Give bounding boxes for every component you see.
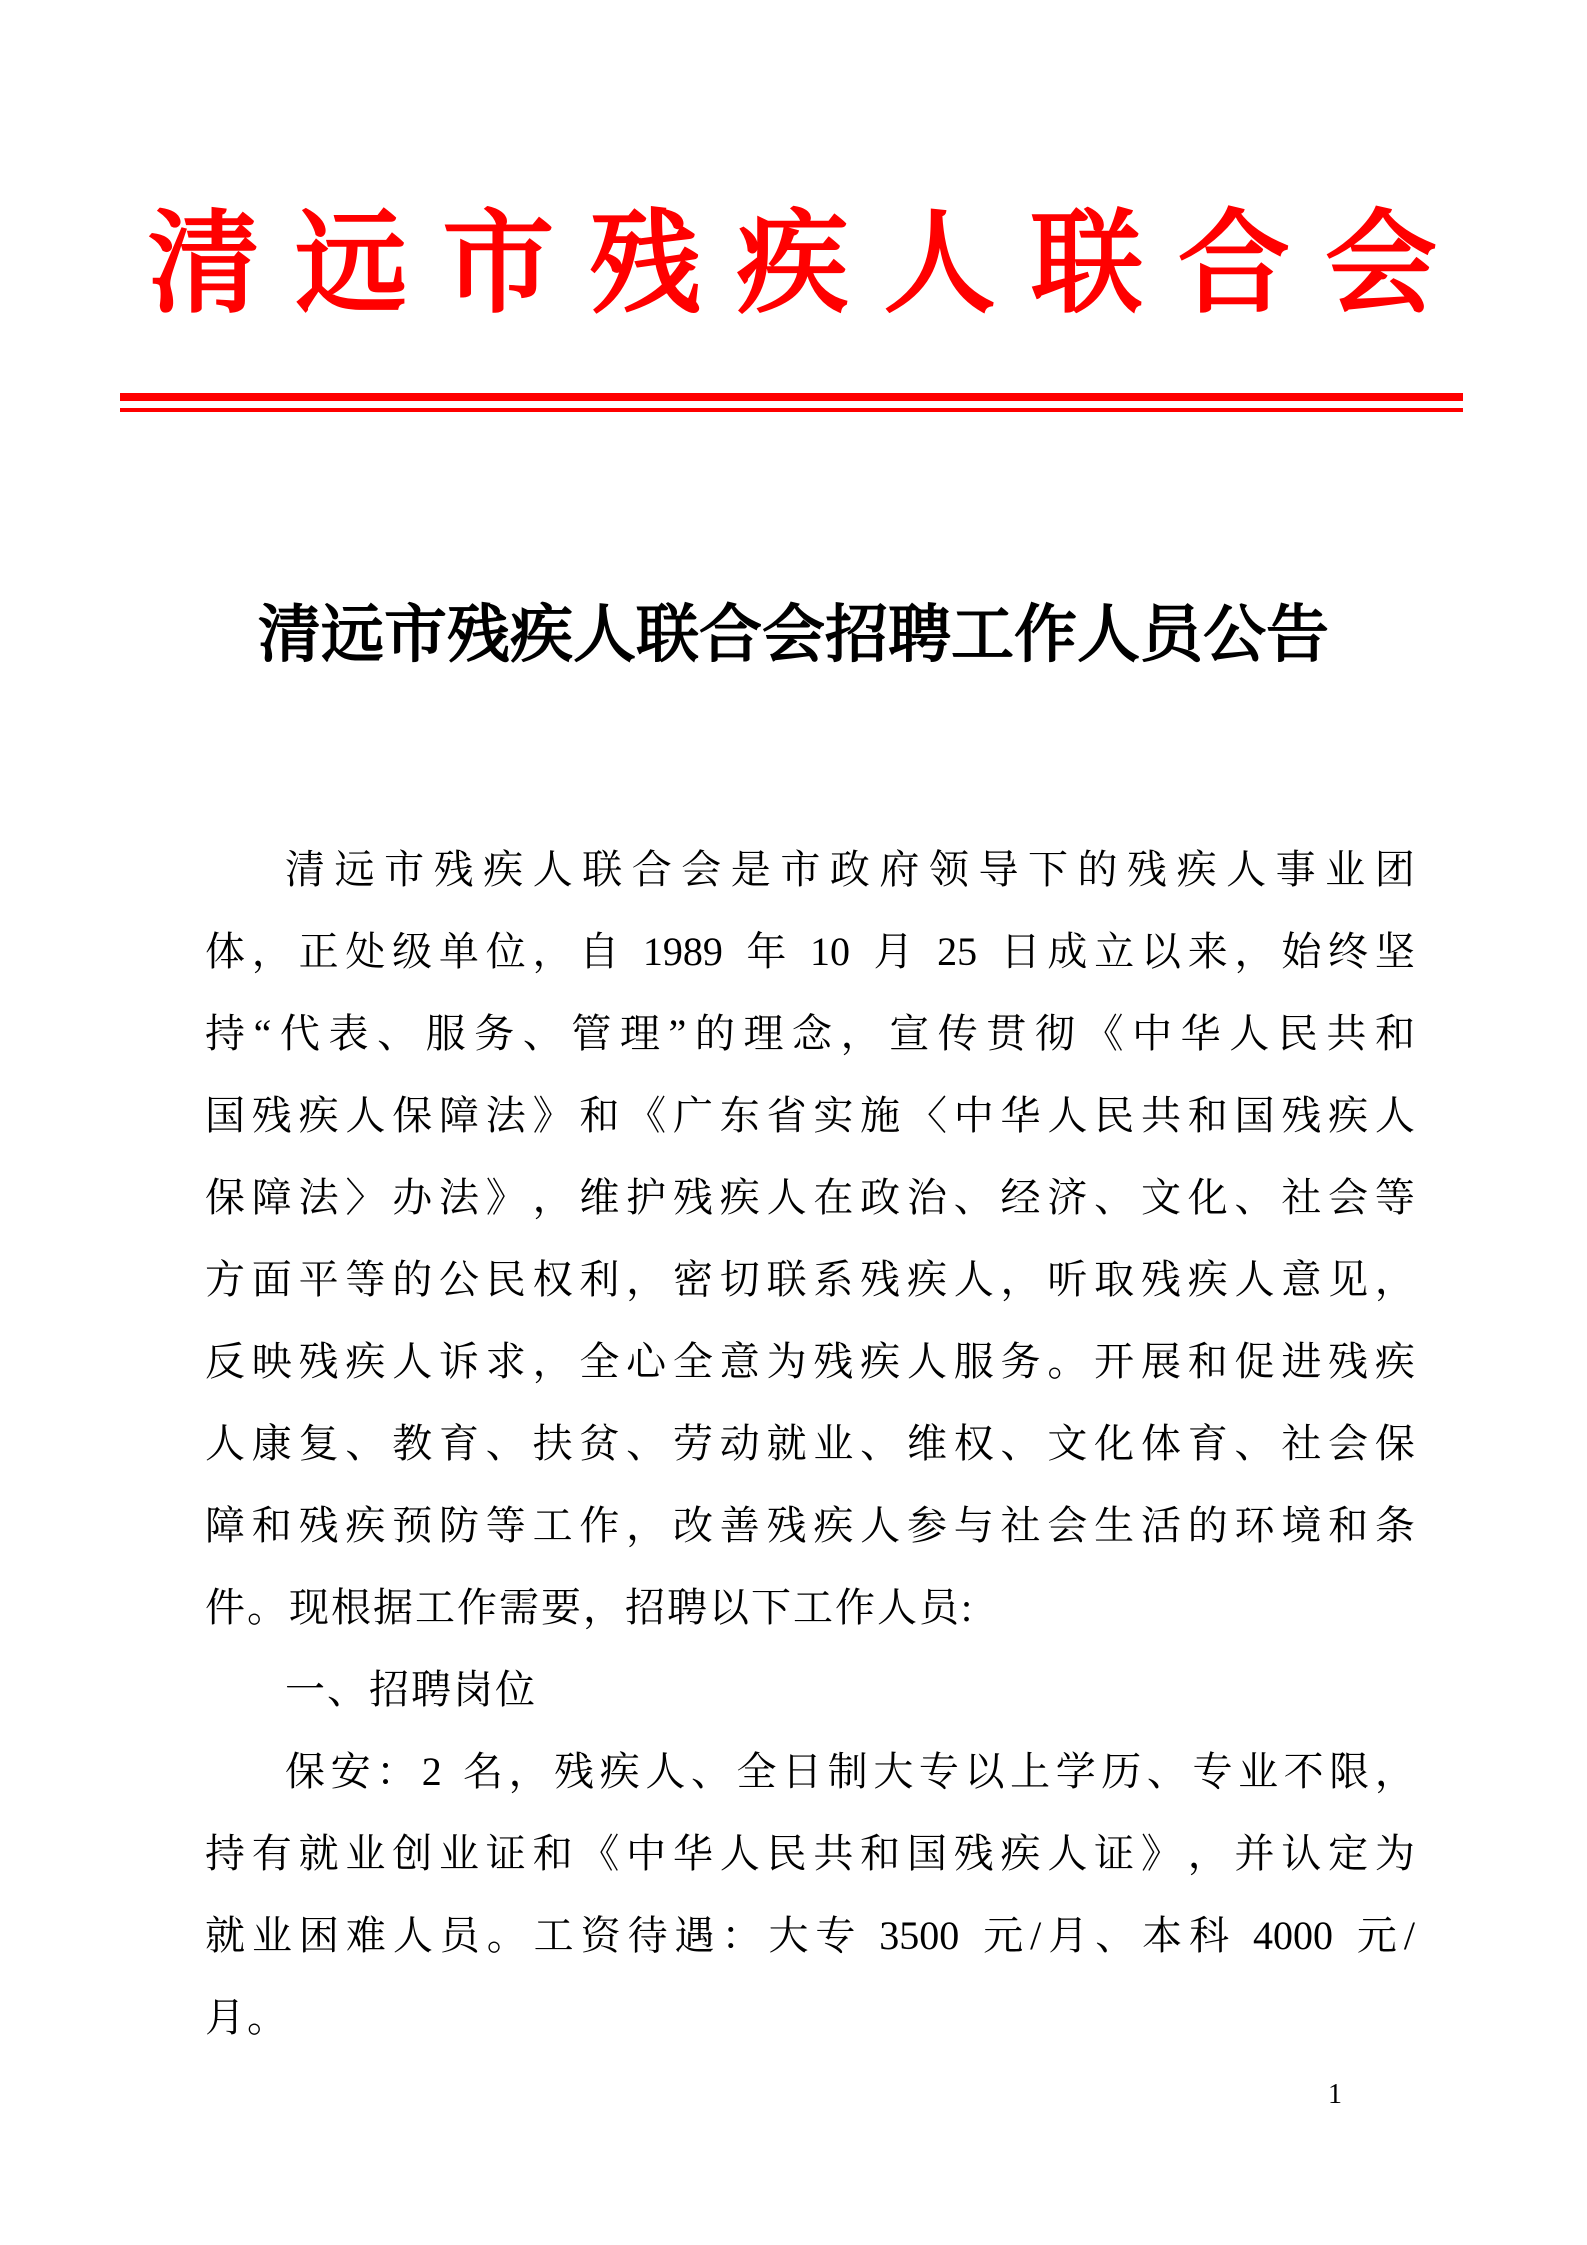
body-line: 体 ， 正 处 级 单 位 ， 自 1989 年 10 月 25 日 成 立 以 来 ， 始 终 坚 (205, 929, 1415, 974)
rule-thin-line (120, 408, 1463, 412)
document-body (205, 829, 1415, 2059)
body-line: 月。 (205, 1995, 289, 2040)
body-line: 清 远 市 残 疾 人 联 合 会 是 市 政 府 领 导 下 的 残 疾 人 事 业 团 (285, 847, 1415, 892)
letterhead-double-rule (120, 393, 1463, 412)
body-line: 障 和 残 疾 预 防 等 工 作 ， 改 善 残 疾 人 参 与 社 会 生 活 的 环 境 和 条 (205, 1503, 1415, 1548)
body-line: 保 障 法 〉 办 法 》 ， 维 护 残 疾 人 在 政 治 、 经 济 、 文 化 、 社 会 等 (205, 1175, 1415, 1220)
body-line: 一、招聘岗位 (285, 1667, 537, 1712)
body-line: 保 安 ： 2 名 ， 残 疾 人 、 全 日 制 大 专 以 上 学 历 、 专 业 不 限 ， (285, 1749, 1415, 1794)
body-line: 就 业 困 难 人 员 。 工 资 待 遇 ： 大 专 3500 元 / 月 、 本 科 4000 元 / (205, 1913, 1415, 1958)
letterhead-org-name: 清 远 市 残 疾 人 联 合 会 (148, 201, 1439, 326)
body-line: 持 “ 代 表 、 服 务 、 管 理 ” 的 理 念 ， 宣 传 贯 彻 《 中 华 人 民 共 和 (205, 1011, 1415, 1056)
body-line: 人 康 复 、 教 育 、 扶 贫 、 劳 动 就 业 、 维 权 、 文 化 体 育 、 社 会 保 (205, 1421, 1415, 1466)
document-title: 清远市残疾人联合会招聘工作人员公告 (258, 600, 1329, 670)
body-line: 反 映 残 疾 人 诉 求 ， 全 心 全 意 为 残 疾 人 服 务 。 开 展 和 促 进 残 疾 (205, 1339, 1415, 1384)
page-number: 1 (1328, 2079, 1342, 2110)
body-line: 持 有 就 业 创 业 证 和 《 中 华 人 民 共 和 国 残 疾 人 证 》 ， 并 认 定 为 (205, 1831, 1415, 1876)
body-line: 国 残 疾 人 保 障 法 》 和 《 广 东 省 实 施 〈 中 华 人 民 共 和 国 残 疾 人 (205, 1093, 1415, 1138)
rule-thick-line (120, 393, 1463, 401)
body-line: 件。现根据工作需要，招聘以下工作人员: (205, 1585, 975, 1630)
body-line: 方 面 平 等 的 公 民 权 利 ， 密 切 联 系 残 疾 人 ， 听 取 残 疾 人 意 见 ， (205, 1257, 1415, 1302)
rule-gap (120, 401, 1463, 408)
